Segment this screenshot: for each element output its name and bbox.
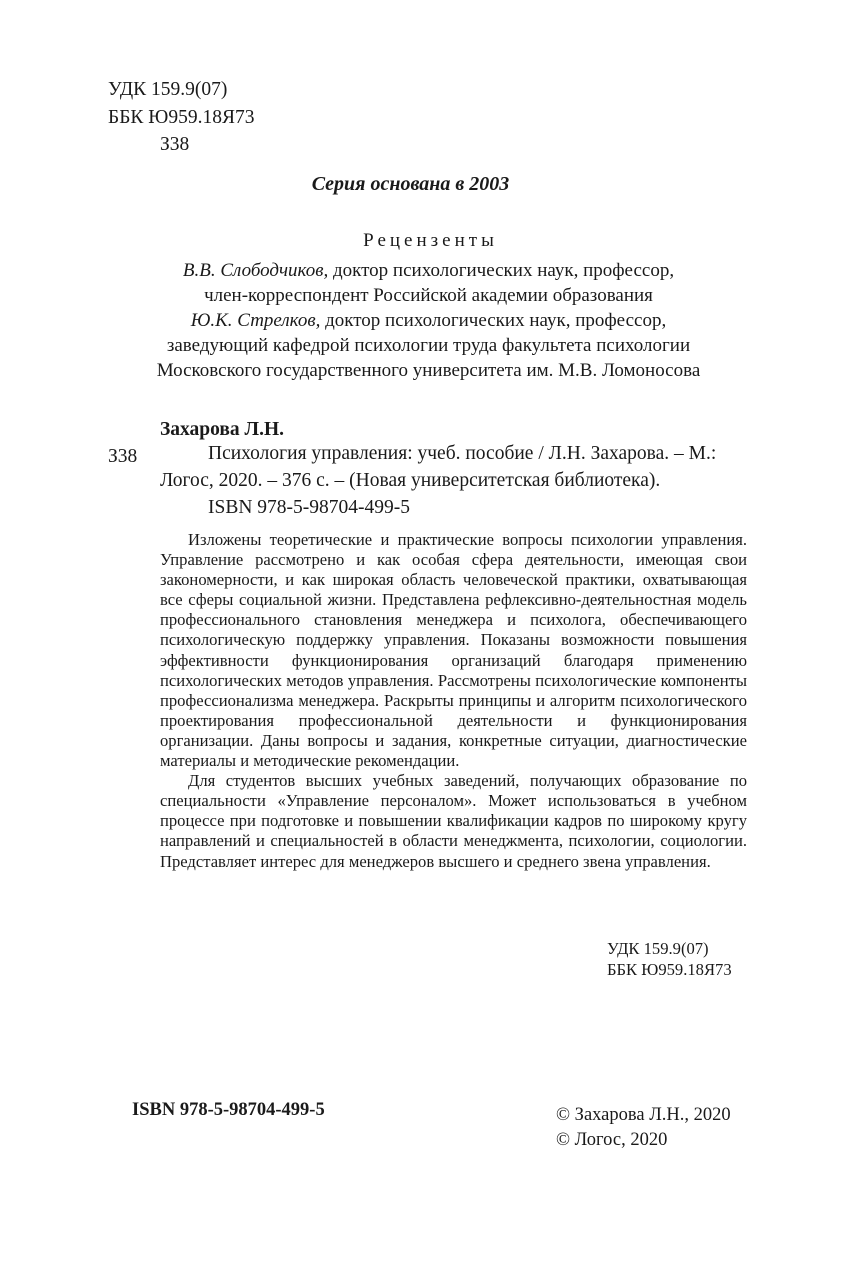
classification-codes-bottom [607, 938, 732, 980]
bibliographic-record [160, 440, 760, 521]
biblio-line-1: Психология управления: учеб. пособие / Л.Н. Захарова. – М.: [208, 443, 717, 464]
reviewers-heading: Рецензенты [363, 230, 498, 251]
annotation [160, 530, 747, 872]
reviewer-1-line-1: В.В. Слободчиков, доктор психологических наук, профессор, [182, 260, 675, 281]
reviewer-2-line-2: заведующий кафедрой психологии труда факультета психологии [166, 335, 691, 356]
classification-codes-top [108, 76, 254, 159]
reviewer-1-line-2: член-корреспондент Российской академии образования [204, 285, 653, 306]
reviewer-1-name: В.В. Слободчиков, [182, 260, 329, 281]
biblio-isbn: ISBN 978-5-98704-499-5 [208, 497, 411, 518]
bbk-code: ББК Ю959.18Я73 [108, 106, 255, 128]
reviewers-list [0, 258, 857, 383]
copyright-author: © Захарова Л.Н., 2020 [556, 1105, 731, 1125]
udk-code: УДК 159.9(07) [108, 79, 228, 100]
author-cipher: З38 [160, 134, 190, 155]
copyright-publisher: © Логос, 2020 [556, 1130, 668, 1150]
reviewer-2-name: Ю.К. Стрелков, [190, 310, 321, 331]
isbn-bottom: ISBN 978-5-98704-499-5 [132, 1100, 325, 1120]
annotation-paragraph-2: Для студентов высших учебных заведений, получающих образование по специальности «Управление персоналом». Может использоваться в учебном процессе при подготовке и повышении квалификации кадров по широкому кругу направлений и специальностей в области менеджмента, психологии, социологии. Представляет интерес для менеджеров высшего и среднего звена управления. [160, 771, 747, 871]
bbk-code-bottom: ББК Ю959.18Я73 [607, 960, 732, 979]
series-note: Серия основана в 2003 [311, 173, 510, 195]
reviewer-2-line-1: Ю.К. Стрелков, доктор психологических наук, профессор, [190, 310, 667, 331]
reviewer-2-line-3: Московского государственного университета им. М.В. Ломоносова [156, 360, 701, 381]
entry-cipher: З38 [108, 446, 138, 467]
udk-code-bottom: УДК 159.9(07) [607, 939, 709, 958]
biblio-line-2: Логос, 2020. – 376 с. – (Новая университетская библиотека). [160, 470, 661, 491]
entry-author: Захарова Л.Н. [160, 419, 284, 440]
copyright-block [556, 1103, 731, 1153]
annotation-paragraph-1: Изложены теоретические и практические вопросы психологии управления. Управление рассмотрено и как особая сфера деятельности, имеющая свои закономерности, и как широкая область человеческой практики, охватывающая все сферы социальной жизни. Представлена рефлексивно-деятельностная модель профессионального становления менеджера и психолога, обеспечивающего психологическую поддержку управления. Показаны возможности повышения эффективности функционирования организаций благодаря применению психологических методов управления. Рассмотрены психологические компоненты профессионализма менеджера. Раскрыты принципы и алгоритм психологического проектирования профессиональной деятельности и функционирования организации. Даны вопросы и задания, конкретные ситуации, диагностические материалы и методические рекомендации. [160, 530, 747, 771]
